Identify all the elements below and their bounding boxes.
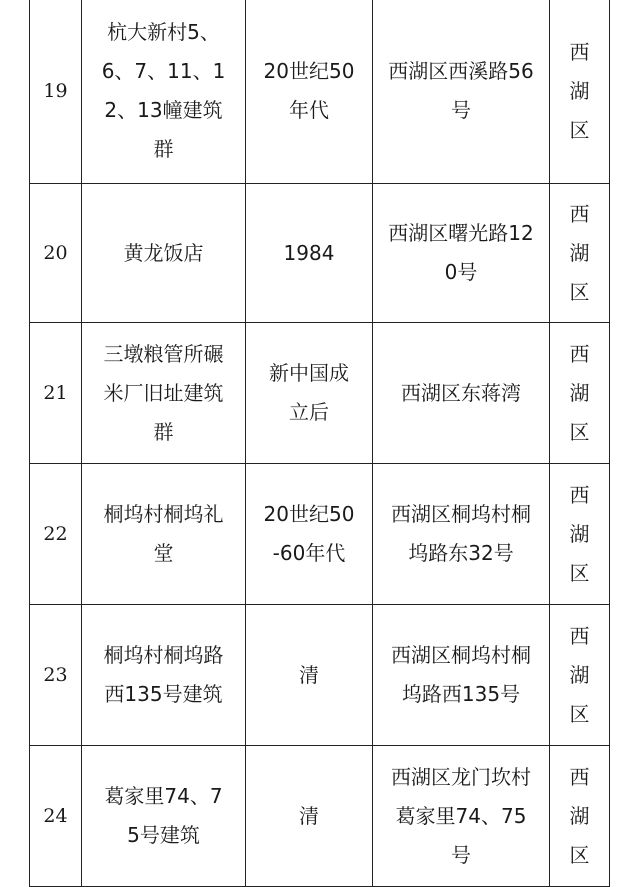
- era-cell: [246, 746, 373, 887]
- address: 西湖区龙门坎村葛家里74、75号: [391, 764, 531, 867]
- district: 西湖区: [569, 764, 590, 867]
- row-number: 19: [30, 0, 82, 184]
- address-cell: [373, 184, 550, 323]
- address-cell: [373, 746, 550, 887]
- row-number: 24: [30, 746, 82, 887]
- heritage-table: [29, 0, 610, 887]
- district-cell: [550, 323, 610, 464]
- building-name: 黄龙饭店: [123, 240, 204, 265]
- table-row: [30, 464, 610, 605]
- address-cell: [373, 323, 550, 464]
- district: 西湖区: [569, 39, 590, 142]
- building-name: 杭大新村5、6、7、11、12、13幢建筑群: [101, 20, 226, 161]
- building-name-cell: [82, 323, 246, 464]
- era: 20世纪50-60年代: [263, 502, 355, 565]
- building-name: 葛家里74、75号建筑: [104, 784, 223, 847]
- address-cell: [373, 605, 550, 746]
- district-cell: [550, 184, 610, 323]
- district-cell: [550, 464, 610, 605]
- era: 新中国成立后: [269, 361, 349, 424]
- building-name-cell: [82, 184, 246, 323]
- era-cell: [246, 323, 373, 464]
- era-cell: [246, 605, 373, 746]
- era-cell: [246, 184, 373, 323]
- district-cell: [550, 605, 610, 746]
- building-name: 桐坞村桐坞路西135号建筑: [103, 643, 224, 706]
- district: 西湖区: [569, 623, 590, 726]
- district: 西湖区: [569, 341, 590, 444]
- building-name: 桐坞村桐坞礼堂: [103, 502, 224, 565]
- address: 西湖区桐坞村桐坞路东32号: [391, 502, 531, 565]
- table-row: [30, 605, 610, 746]
- table-row: [30, 746, 610, 887]
- district: 西湖区: [569, 201, 590, 304]
- era-cell: [246, 464, 373, 605]
- building-name: 三墩粮管所碾米厂旧址建筑群: [103, 341, 224, 444]
- building-name-cell: [82, 0, 246, 184]
- district-cell: [550, 0, 610, 184]
- address: 西湖区曙光路120号: [388, 221, 534, 284]
- district: 西湖区: [569, 482, 590, 585]
- table-row: [30, 0, 610, 184]
- address: 西湖区西溪路56号: [388, 59, 534, 122]
- address: 西湖区桐坞村桐坞路西135号: [391, 643, 531, 706]
- era: 清: [299, 803, 319, 828]
- building-name-cell: [82, 605, 246, 746]
- row-number: 22: [30, 464, 82, 605]
- row-number: 21: [30, 323, 82, 464]
- era: 清: [299, 662, 319, 687]
- building-name-cell: [82, 464, 246, 605]
- building-name-cell: [82, 746, 246, 887]
- table-row: [30, 323, 610, 464]
- address-cell: [373, 464, 550, 605]
- address: 西湖区东蒋湾: [401, 380, 521, 405]
- table-row: [30, 184, 610, 323]
- address-cell: [373, 0, 550, 184]
- row-number: 20: [30, 184, 82, 323]
- era-cell: [246, 0, 373, 184]
- era: 20世纪50年代: [263, 59, 355, 122]
- district-cell: [550, 746, 610, 887]
- era: 1984: [283, 240, 335, 265]
- row-number: 23: [30, 605, 82, 746]
